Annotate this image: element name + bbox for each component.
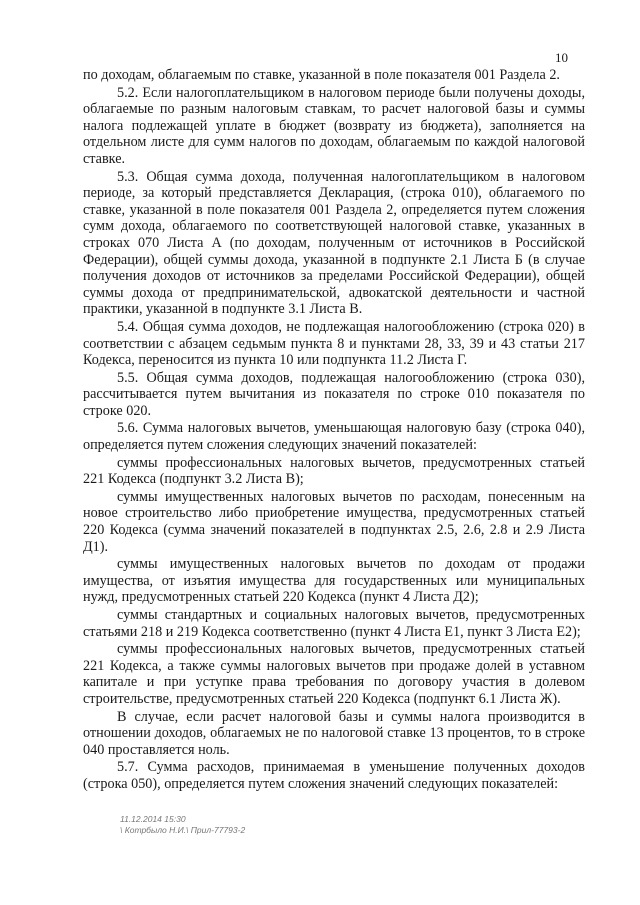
stamp-timestamp: 11.12.2014 15:30 [120,814,186,824]
paragraph-5-7: 5.7. Сумма расходов, принимаемая в уменьшение полученных доходов (строка 050), определяется путем сложения значений следующих показателей: [83,759,585,792]
list-item-property-sale-deductions: суммы имущественных налоговых вычетов по доходам от продажи имущества, от изъятия имущества для государственных или муниципальных нужд, предусмотренных статьей 220 Кодекса (пункт 4 Листа Д2); [83,556,585,606]
list-item-property-construction-deductions: суммы имущественных налоговых вычетов по расходам, понесенным на новое строительство либо приобретение имущества, предусмотренных статьей 220 Кодекса (сумма значений показателей в подпунктах 2.5, 2.6, 2.8 и 2.9 Листа Д1). [83,488,585,555]
paragraph-5-2: 5.2. Если налогоплательщиком в налоговом периоде были получены доходы, облагаемые по разным налоговым ставкам, то расчет налоговой базы и суммы налога подлежащей уплате в бюджет (возврату из бюджета), заполняется на отдельном листе для сумм налогов по доходам, облагаемым по каждой налоговой ставке. [83,84,585,167]
paragraph-5-4: 5.4. Общая сумма доходов, не подлежащая налогообложению (строка 020) в соответствии с абзацем седьмым пункта 8 и пунктами 28, 33, 39 и 43 статьи 217 Кодекса, переносится из пункта 10 или подпункта 11.2 Листа Г. [83,318,585,369]
list-item-professional-share-deductions: суммы профессиональных налоговых вычетов, предусмотренных статьей 221 Кодекса, а также суммы налоговых вычетов при продаже долей в уставном капитале и при уступке права требования по договору участия в долевом строительстве, предусмотренных статьей 220 Кодекса (подпункт 6.1 Листа Ж). [83,641,585,707]
paragraph-zero-rate-note: В случае, если расчет налоговой базы и суммы налога производится в отношении доходов, облагаемых не по налоговой ставке 13 процентов, то в строке 040 проставляется ноль. [83,708,585,758]
list-item-standard-social-deductions: суммы стандартных и социальных налоговых вычетов, предусмотренных статьями 218 и 219 Кодекса соответственно (пункт 4 Листа Е1, пункт 3 Листа Е2); [83,607,585,640]
page-number: 10 [555,50,568,65]
paragraph-continuation: по доходам, облагаемым по ставке, указанной в поле показателя 001 Раздела 2. [83,67,560,83]
document-body [83,67,585,794]
paragraph-5-3: 5.3. Общая сумма дохода, полученная налогоплательщиком в налоговом периоде, за который представляется Декларация, (строка 010), облагаемого по ставке, указанной в поле показателя 001 Раздела 2, определяется путем сложения сумм дохода, облагаемого по соответствующей налоговой ставке, указанных в строках 070 Листа А (по доходам, полученным от источников в Российской Федерации), общей суммы дохода, указанной в подпункте 2.1 Листа Б (в случае получения доходов от источников за пределами Российской Федерации), общей суммы дохода от предпринимательской, адвокатской деятельности и частной практики, указанной в подпункте 3.1 Листа В. [83,168,585,318]
stamp-reference: \ Котрбыло Н.И.\ Прил-77793-2 [120,825,246,835]
registration-stamp [120,814,245,836]
list-item-professional-deductions: суммы профессиональных налоговых вычетов, предусмотренных статьей 221 Кодекса (подпункт 3.2 Листа В); [83,454,585,488]
paragraph-5-6: 5.6. Сумма налоговых вычетов, уменьшающая налоговую базу (строка 040), определяется путем сложения следующих значений показателей: [83,420,585,454]
paragraph-5-5: 5.5. Общая сумма доходов, подлежащая налогообложению (строка 030), рассчитывается путем вычитания из показателя по строке 010 показателя по строке 020. [83,369,585,419]
